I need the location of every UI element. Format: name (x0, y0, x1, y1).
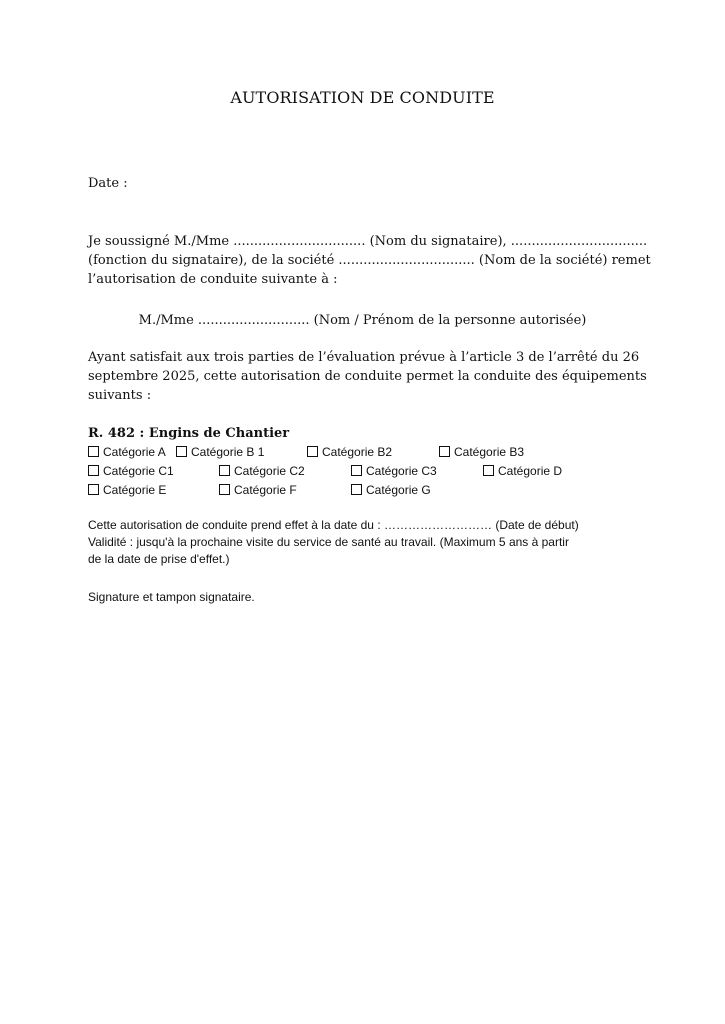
category-label: Catégorie C3 (366, 464, 437, 478)
checkbox-icon[interactable] (219, 484, 230, 495)
category-label: Catégorie C1 (103, 464, 174, 478)
effect-paragraph (88, 517, 648, 568)
checkbox-icon[interactable] (219, 465, 230, 476)
category-item-c1[interactable] (88, 463, 174, 480)
checkbox-icon[interactable] (439, 446, 450, 457)
category-label: Catégorie B 1 (191, 445, 265, 459)
checkbox-icon[interactable] (176, 446, 187, 457)
category-label: Catégorie C2 (234, 464, 305, 478)
category-label: Catégorie B3 (454, 445, 525, 459)
document-title: AUTORISATION DE CONDUITE (230, 88, 495, 107)
checkbox-icon[interactable] (351, 465, 362, 476)
category-item-b3[interactable] (439, 444, 524, 461)
checkbox-icon[interactable] (351, 484, 362, 495)
intro-paragraph (88, 232, 651, 289)
category-item-b2[interactable] (307, 444, 392, 461)
evaluation-paragraph (88, 348, 647, 405)
signature-line: Signature et tampon signataire. (88, 590, 255, 604)
authorized-person-line: M./Mme ........................... (Nom / Prénom de la personne autorisée) (138, 313, 587, 328)
category-item-f[interactable] (219, 482, 297, 499)
category-item-b1[interactable] (176, 444, 264, 461)
checkbox-icon[interactable] (88, 465, 99, 476)
category-label: Catégorie G (366, 483, 431, 497)
intro-line-1: Je soussigné M./Mme ................................ (Nom du signataire), ................................. (88, 234, 648, 249)
category-label: Catégorie A (103, 445, 166, 459)
category-label: Catégorie B2 (322, 445, 393, 459)
effect-line-2: Validité : jusqu'à la prochaine visite du service de santé au travail. (Maximum 5 ans à partir (88, 535, 569, 549)
effect-line-3: de la date de prise d'effet.) (88, 552, 230, 566)
evaluation-line-1: Ayant satisfait aux trois parties de l’évaluation prévue à l’article 3 de l’arrêté du 26 (88, 350, 640, 365)
category-item-e[interactable] (88, 482, 166, 499)
category-item-g[interactable] (351, 482, 431, 499)
category-item-a[interactable] (88, 444, 166, 461)
checkbox-icon[interactable] (88, 446, 99, 457)
section-title: R. 482 : Engins de Chantier (88, 426, 290, 441)
checkbox-icon[interactable] (307, 446, 318, 457)
category-item-d[interactable] (483, 463, 562, 480)
category-label: Catégorie F (234, 483, 297, 497)
category-label: Catégorie E (103, 483, 167, 497)
checkbox-icon[interactable] (483, 465, 494, 476)
intro-line-2: (fonction du signataire), de la société ................................. (Nom de la société) remet (88, 253, 651, 268)
effect-line-1: Cette autorisation de conduite prend effet à la date du : ……………………… (Date de début) (88, 518, 579, 532)
category-label: Catégorie D (498, 464, 563, 478)
intro-line-3: l’autorisation de conduite suivante à : (88, 272, 338, 287)
category-item-c3[interactable] (351, 463, 437, 480)
category-item-c2[interactable] (219, 463, 305, 480)
evaluation-line-2: septembre 2025, cette autorisation de conduite permet la conduite des équipements (88, 369, 647, 384)
evaluation-line-3: suivants : (88, 388, 152, 403)
checkbox-icon[interactable] (88, 484, 99, 495)
date-label: Date : (88, 176, 128, 191)
